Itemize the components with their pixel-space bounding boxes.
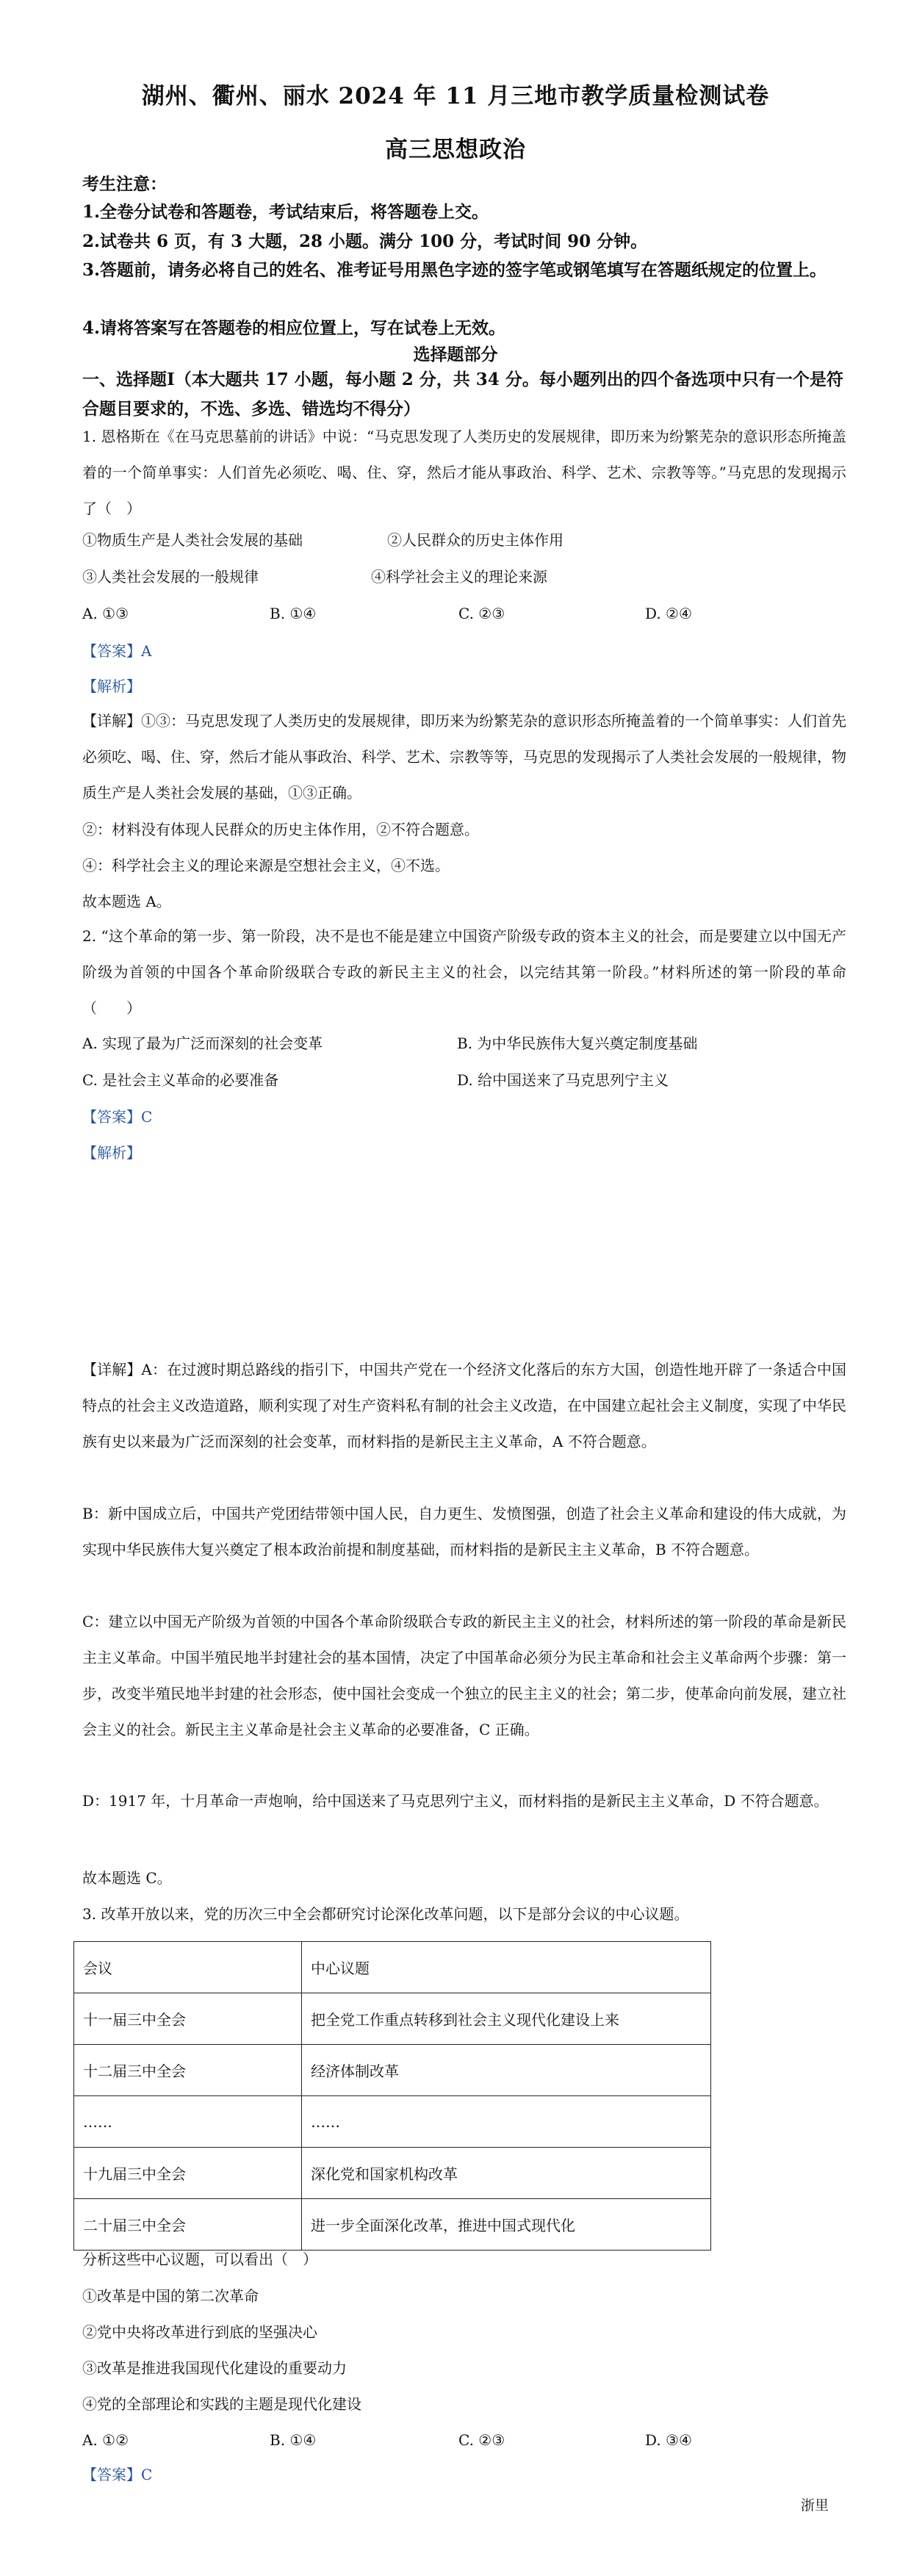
q3-option-a: A. ①②: [82, 2431, 129, 2449]
question-2-stem: 2. “这个革命的第一步、第一阶段，决不是也不能是建立中国资产阶级专政的资本主义的社会，而是要建立以中国无产阶级为首领的中国各个革命阶级联合专政的新民主主义的社会，以完结其第一阶段。”材料所述的第一阶段的革命（ ）: [82, 927, 846, 1017]
table-cell: 深化党和国家机构改革: [302, 2148, 711, 2199]
exam-title: 湖州、衢州、丽水 2024 年 11 月三地市教学质量检测试卷: [141, 83, 770, 109]
q2-option-b: B. 为中华民族伟大复兴奠定制度基础: [457, 1035, 698, 1052]
question-3-stem: 3. 改革开放以来，党的历次三中全会都研究讨论深化改革问题，以下是部分会议的中心议题。: [82, 1905, 689, 1923]
table-row: [74, 1993, 711, 2045]
section-intro: 一、选择题Ⅰ（本大题共 17 小题，每小题 2 分，共 34 分。每小题列出的四个备选项中只有一个是符合题目要求的，不选、多选、错选均不得分）: [82, 370, 843, 419]
table-cell: 进一步全面深化改革，推进中国式现代化: [302, 2199, 711, 2251]
q1-option-c: C. ②③: [458, 605, 505, 622]
q1-analysis-tag: 【解析】: [82, 677, 141, 695]
table-cell: ……: [302, 2096, 711, 2148]
notice-item: 2.试卷共 6 页，有 3 大题，28 小题。满分 100 分，考试时间 90 分钟。: [82, 231, 648, 251]
q2-detail: B：新中国成立后，中国共产党团结带领中国人民，自力更生、发愤图强，创造了社会主义革命和建设的伟大成就，为实现中华民族伟大复兴奠定了根本政治前提和制度基础，而材料指的是新民主主义革命，B 不符合题意。: [82, 1505, 846, 1558]
table-cell: 二十届三中全会: [74, 2199, 302, 2251]
q1-option-a: A. ①③: [82, 605, 129, 622]
table-row: [74, 2096, 711, 2148]
question-1-stem: 1. 恩格斯在《在马克思墓前的讲话》中说：“马克思发现了人类历史的发展规律，即历来为纷繁芜杂的意识形态所掩盖着的一个简单事实：人们首先必须吃、喝、住、穿，然后才能从事政治、科学、艺术、宗教等等。”马克思的发现揭示了（ ）: [82, 428, 846, 517]
table-header-row: [74, 1942, 711, 1993]
q3-statement: ③改革是推进我国现代化建设的重要动力: [82, 2359, 347, 2377]
table-header-cell: 中心议题: [302, 1942, 711, 1993]
q3-prompt: 分析这些中心议题，可以看出（ ）: [82, 2251, 317, 2268]
table-row: [74, 2045, 711, 2096]
table-header-cell: 会议: [74, 1942, 302, 1993]
q3-statement: ④党的全部理论和实践的主题是现代化建设: [82, 2395, 361, 2413]
q2-detail: 故本题选 C。: [82, 1869, 172, 1887]
table-cell: 十一届三中全会: [74, 1993, 302, 2045]
q3-statement: ①改革是中国的第二次革命: [82, 2287, 259, 2305]
table-cell: 把全党工作重点转移到社会主义现代化建设上来: [302, 1993, 711, 2045]
table-cell: 十九届三中全会: [74, 2148, 302, 2199]
q1-option-b: B. ①④: [270, 605, 317, 622]
exam-subject: 高三思想政治: [385, 137, 526, 163]
table-cell: 十二届三中全会: [74, 2045, 302, 2096]
q3-option-d: D. ③④: [645, 2431, 692, 2449]
notice-item: 1.全卷分试卷和答题卷，考试结束后，将答题卷上交。: [82, 202, 489, 222]
q2-option-a: A. 实现了最为广泛而深刻的社会变革: [82, 1035, 323, 1052]
q1-statement: ④科学社会主义的理论来源: [371, 568, 547, 586]
q2-option-c: C. 是社会主义革命的必要准备: [82, 1071, 279, 1089]
q3-option-c: C. ②③: [458, 2431, 505, 2449]
notice-heading: 考生注意：: [82, 174, 167, 194]
q3-option-b: B. ①④: [270, 2431, 317, 2449]
table-cell: ……: [74, 2096, 302, 2148]
q3-table: [73, 1941, 711, 2251]
q2-answer: 【答案】C: [82, 1108, 153, 1126]
q2-analysis-tag: 【解析】: [82, 1144, 141, 1162]
q3-answer: 【答案】C: [82, 2466, 153, 2483]
table-row: [74, 2199, 711, 2251]
notice-item: 3.答题前，请务必将自己的姓名、准考证号用黑色字迹的签字笔或钢笔填写在答题纸规定的位置上。: [82, 260, 827, 280]
q1-option-d: D. ②④: [645, 605, 692, 622]
q2-detail: D：1917 年，十月革命一声炮响，给中国送来了马克思列宁主义，而材料指的是新民主主义革命，D 不符合题意。: [82, 1792, 829, 1810]
table-row: [74, 2148, 711, 2199]
q1-detail: ②：材料没有体现人民群众的历史主体作用，②不符合题意。: [82, 821, 479, 838]
table-cell: 经济体制改革: [302, 2045, 711, 2096]
notice-item: 4.请将答案写在答题卷的相应位置上，写在试卷上无效。: [82, 318, 506, 338]
q2-option-d: D. 给中国送来了马克思列宁主义: [457, 1071, 669, 1089]
q1-answer: 【答案】A: [82, 642, 152, 660]
q1-statement: ②人民群众的历史主体作用: [387, 531, 563, 549]
q1-statement: ③人类社会发展的一般规律: [82, 568, 259, 586]
q1-detail: 【详解】①③：马克思发现了人类历史的发展规律，即历来为纷繁芜杂的意识形态所掩盖着的一个简单事实：人们首先必须吃、喝、住、穿，然后才能从事政治、科学、艺术、宗教等等，马克思的发现揭示了人类社会发展的一般规律，物质生产是人类社会发展的基础，①③正确。: [82, 712, 846, 802]
q3-statement: ②党中央将改革进行到底的坚强决心: [82, 2323, 317, 2341]
q2-detail: C：建立以中国无产阶级为首领的中国各个革命阶级联合专政的新民主主义的社会，材料所述的第一阶段的革命是新民主主义革命。中国半殖民地半封建社会的基本国情，决定了中国革命必须分为民主革命和社会主义革命两个步骤：第一步，改变半殖民地半封建的社会形态，使中国社会变成一个独立的民主主义的社会；第二步，使革命向前发展，建立社会主义的社会。新民主主义革命是社会主义革命的必要准备，C 正确。: [82, 1613, 846, 1738]
section-title: 选择题部分: [413, 345, 498, 364]
q1-detail: ④：科学社会主义的理论来源是空想社会主义，④不选。: [82, 857, 450, 874]
q2-detail: 【详解】A：在过渡时期总路线的指引下，中国共产党在一个经济文化落后的东方大国，创造性地开辟了一条适合中国特点的社会主义改造道路，顺利实现了对生产资料私有制的社会主义改造，在中国建立起社会主义制度，实现了中华民族有史以来最为广泛而深刻的社会变革，而材料指的是新民主主义革命，A 不符合题意。: [82, 1361, 846, 1450]
page-footer: 浙里: [800, 2497, 829, 2514]
q1-statement: ①物质生产是人类社会发展的基础: [82, 531, 303, 549]
q1-detail: 故本题选 A。: [82, 893, 171, 910]
